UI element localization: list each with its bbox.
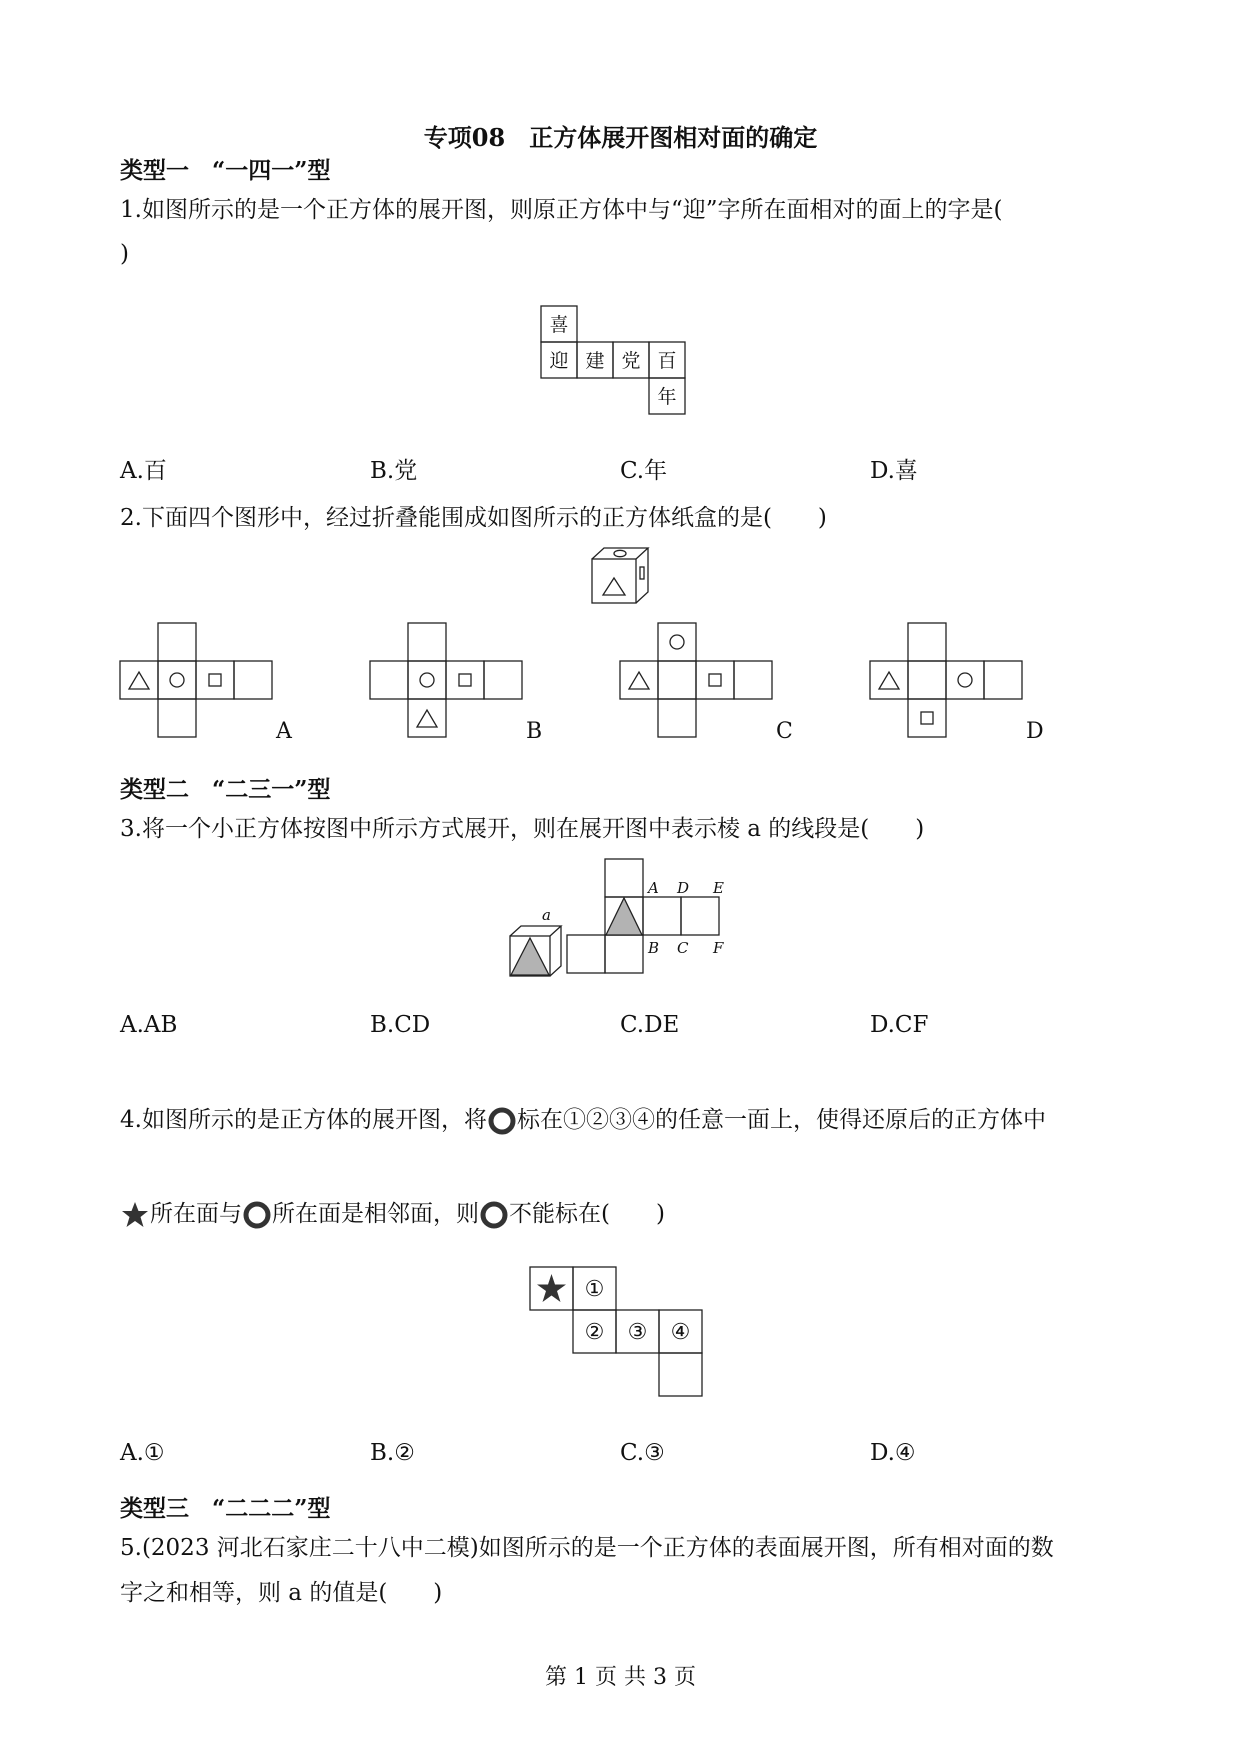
ring-icon: [479, 1200, 509, 1230]
question-5-text: 5.(2023 河北石家庄二十八中二模)如图所示的是一个正方体的表面展开图，所有相对面的数: [120, 1535, 1054, 1561]
section-heading-type3: 类型三 “二二二”型: [120, 1495, 331, 1522]
star-icon: [537, 1274, 566, 1302]
net-char: 建: [585, 350, 605, 372]
net-d-label: D: [1026, 719, 1044, 744]
option-c[interactable]: C.DE: [620, 1012, 680, 1038]
question-1-text-cont: ): [120, 241, 129, 267]
question-4-line-1: [120, 1102, 1046, 1138]
question-4-line-2: [120, 1196, 665, 1232]
question-2-net-b: [368, 622, 608, 752]
question-4-text: 标在①②③④的任意一面上，使得还原后的正方体中: [516, 1107, 1046, 1133]
question-5-text-cont: 字之和相等，则 a 的值是( ): [120, 1580, 443, 1606]
option-b[interactable]: B.②: [370, 1440, 415, 1466]
point-c-label: C: [677, 939, 689, 957]
question-4-text: 所在面是相邻面，则: [272, 1201, 479, 1227]
point-b-label: B: [648, 939, 660, 957]
question-1-net-figure: [540, 305, 700, 420]
question-3-figure: [505, 858, 745, 983]
page-footer: 第 1 页 共 3 页: [545, 1665, 696, 1690]
option-a[interactable]: A.①: [120, 1440, 165, 1466]
net-char: 党: [621, 350, 641, 372]
option-c[interactable]: C.年: [620, 458, 668, 484]
star-icon: [120, 1200, 150, 1230]
point-a-label: A: [648, 879, 659, 897]
point-f-label: F: [713, 939, 724, 957]
question-2-net-d: [868, 622, 1108, 752]
question-2-net-c: [618, 622, 858, 752]
question-4-text: 4.如图所示的是正方体的展开图，将: [120, 1107, 487, 1133]
question-1-text: 1.如图所示的是一个正方体的展开图，则原正方体中与“迎”字所在面相对的面上的字是(: [120, 197, 1003, 223]
section-heading-type2: 类型二 “二三一”型: [120, 776, 331, 803]
option-d[interactable]: D.喜: [870, 458, 918, 484]
section-heading-type1: 类型一 “一四一”型: [120, 157, 331, 184]
net-b-label: B: [526, 719, 543, 744]
net-c-label: C: [776, 719, 793, 744]
net-face-label: ④: [670, 1320, 691, 1345]
option-b[interactable]: B.党: [370, 458, 418, 484]
question-2-text: 2.下面四个图形中，经过折叠能围成如图所示的正方体纸盒的是( ): [120, 505, 827, 531]
point-e-label: E: [713, 879, 724, 897]
question-2-net-a: [118, 622, 358, 752]
net-char: 百: [657, 350, 677, 372]
option-b[interactable]: B.CD: [370, 1012, 431, 1038]
question-4-text: 所在面与: [150, 1201, 242, 1227]
ring-icon: [487, 1106, 517, 1136]
edge-a-label: a: [542, 906, 551, 924]
option-c[interactable]: C.③: [620, 1440, 665, 1466]
net-char: 迎: [549, 350, 569, 372]
net-face-label: ③: [627, 1320, 648, 1345]
option-d[interactable]: D.CF: [870, 1012, 929, 1038]
net-a-label: A: [276, 719, 292, 744]
page-title: 专项08 正方体展开图相对面的确定: [423, 123, 818, 152]
question-3-text: 3.将一个小正方体按图中所示方式展开，则在展开图中表示棱 a 的线段是( ): [120, 816, 925, 842]
net-char: 年: [657, 386, 677, 408]
net-face-label: ②: [584, 1320, 605, 1345]
option-a[interactable]: A.百: [120, 458, 167, 484]
question-2-cube-figure: [590, 545, 652, 607]
net-char: 喜: [549, 314, 569, 336]
question-4-net-figure: [528, 1265, 708, 1405]
question-4-text: 不能标在( ): [509, 1201, 665, 1227]
point-d-label: D: [677, 879, 690, 897]
ring-icon: [242, 1200, 272, 1230]
net-face-label: ①: [584, 1277, 605, 1302]
option-a[interactable]: A.AB: [120, 1012, 178, 1038]
option-d[interactable]: D.④: [870, 1440, 916, 1466]
